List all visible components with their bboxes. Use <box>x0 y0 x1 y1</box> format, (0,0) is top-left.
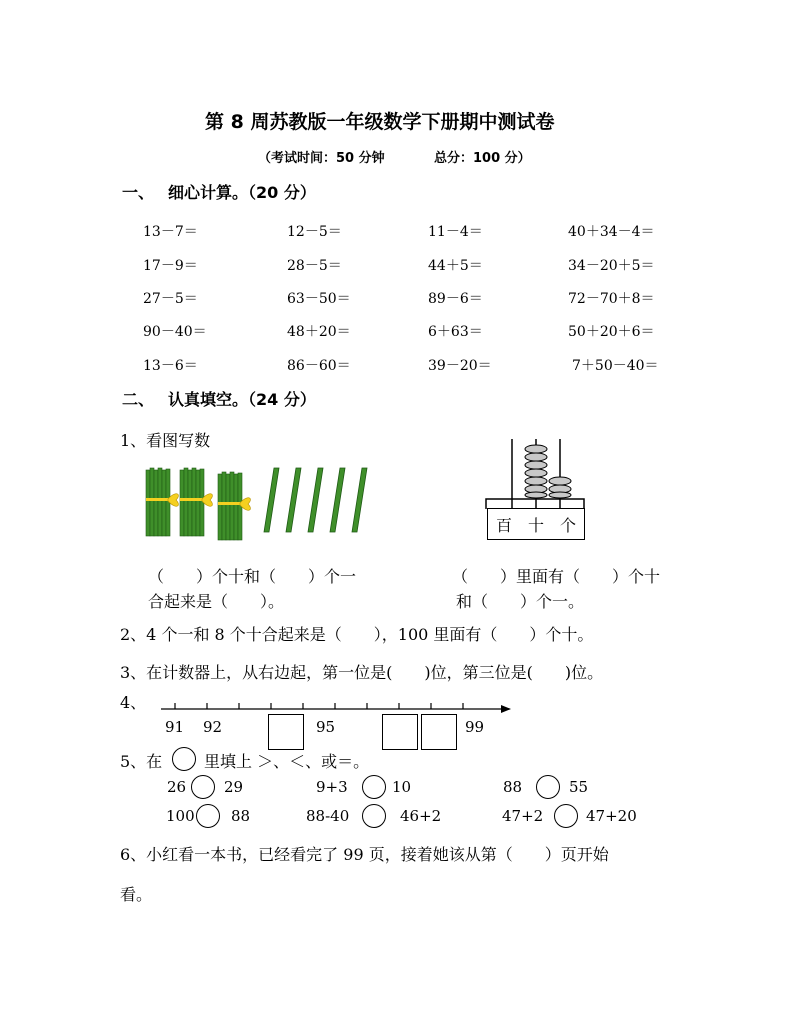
calc-item: 13－7＝ <box>143 224 198 240</box>
abacus-image <box>480 435 590 510</box>
calc-item: 48＋20＝ <box>287 324 351 340</box>
compare-answer-circle[interactable] <box>362 775 386 799</box>
tens-label: 十 <box>527 515 544 535</box>
compare-left: 88 <box>503 778 523 796</box>
compare-right: 55 <box>569 778 589 796</box>
calc-item: 39－20＝ <box>428 358 492 374</box>
total-score: 总分：100 分） <box>434 151 531 166</box>
q6-line2: 看。 <box>120 885 153 904</box>
section2-number: 二、 <box>122 390 155 409</box>
compare-answer-circle[interactable] <box>554 804 578 828</box>
compare-right: 29 <box>224 778 244 796</box>
bundled-sticks-image <box>140 462 380 542</box>
q4-label: 4、 <box>120 693 147 712</box>
number-line-label: 95 <box>316 718 336 736</box>
q5-suffix: 里填上 ＞、＜、或＝。 <box>204 752 370 771</box>
compare-right: 88 <box>231 807 251 825</box>
calc-item: 12－5＝ <box>287 224 342 240</box>
q5-prefix: 5、在 <box>120 752 163 771</box>
q3-text: 3、在计数器上，从右边起，第一位是( )位，第三位是( )位。 <box>120 663 604 682</box>
number-line <box>155 700 515 720</box>
number-line-answer-box[interactable] <box>421 714 457 750</box>
compare-left: 88-40 <box>306 807 350 825</box>
q1-title: 1、看图写数 <box>120 431 211 450</box>
q1-right-line2: 和（ ）个一。 <box>456 592 585 611</box>
number-line-label: 92 <box>203 718 223 736</box>
number-line-answer-box[interactable] <box>382 714 418 750</box>
calc-item: 63－50＝ <box>287 291 351 307</box>
number-line-label: 91 <box>165 718 185 736</box>
compare-circle-icon <box>172 747 196 771</box>
calc-item: 6＋63＝ <box>428 324 483 340</box>
exam-time: （考试时间：50 分钟 <box>258 151 385 166</box>
calc-item: 28－5＝ <box>287 258 342 274</box>
number-line-label: 99 <box>465 718 485 736</box>
calc-item: 72－70＋8＝ <box>568 291 655 307</box>
calc-item: 40＋34－4＝ <box>568 224 655 240</box>
calc-item: 27－5＝ <box>143 291 198 307</box>
compare-answer-circle[interactable] <box>191 775 215 799</box>
compare-answer-circle[interactable] <box>196 804 220 828</box>
q1-left-line2: 合起来是（ ）。 <box>148 592 285 611</box>
calc-item: 17－9＝ <box>143 258 198 274</box>
calc-item: 90－40＝ <box>143 324 207 340</box>
compare-left: 9+3 <box>316 778 348 796</box>
abacus-place-labels <box>487 508 585 540</box>
compare-answer-circle[interactable] <box>536 775 560 799</box>
calc-item: 44＋5＝ <box>428 258 483 274</box>
q6-line1: 6、小红看一本书，已经看完了 99 页，接着她该从第（ ）页开始 <box>120 845 609 864</box>
page-title: 第 8 周苏教版一年级数学下册期中测试卷 <box>205 111 555 133</box>
hundreds-label: 百 <box>495 515 512 535</box>
calc-item: 11－4＝ <box>428 224 483 240</box>
q1-right-line1: （ ）里面有（ ）个十 <box>452 567 661 586</box>
calc-item: 89－6＝ <box>428 291 483 307</box>
calc-item: 50＋20＋6＝ <box>568 324 655 340</box>
q1-left-line1: （ ）个十和（ ）个一 <box>148 567 357 586</box>
number-line-answer-box[interactable] <box>268 714 304 750</box>
calc-item: 13－6＝ <box>143 358 198 374</box>
compare-left: 26 <box>167 778 187 796</box>
ones-label: 个 <box>559 515 576 535</box>
compare-right: 10 <box>392 778 412 796</box>
section2-title: 认真填空。（24 分） <box>168 390 316 409</box>
q2-text: 2、4 个一和 8 个十合起来是（ ），100 里面有（ ）个十。 <box>120 625 594 644</box>
section1-number: 一、 <box>122 183 155 202</box>
compare-right: 47+20 <box>586 807 637 825</box>
calc-item: 34－20＋5＝ <box>568 258 655 274</box>
calc-item: 86－60＝ <box>287 358 351 374</box>
compare-answer-circle[interactable] <box>362 804 386 828</box>
section1-title: 细心计算。（20 分） <box>168 183 316 202</box>
compare-left: 100 <box>166 807 195 825</box>
compare-right: 46+2 <box>400 807 442 825</box>
compare-left: 47+2 <box>502 807 544 825</box>
calc-item: 7＋50－40＝ <box>572 358 659 374</box>
